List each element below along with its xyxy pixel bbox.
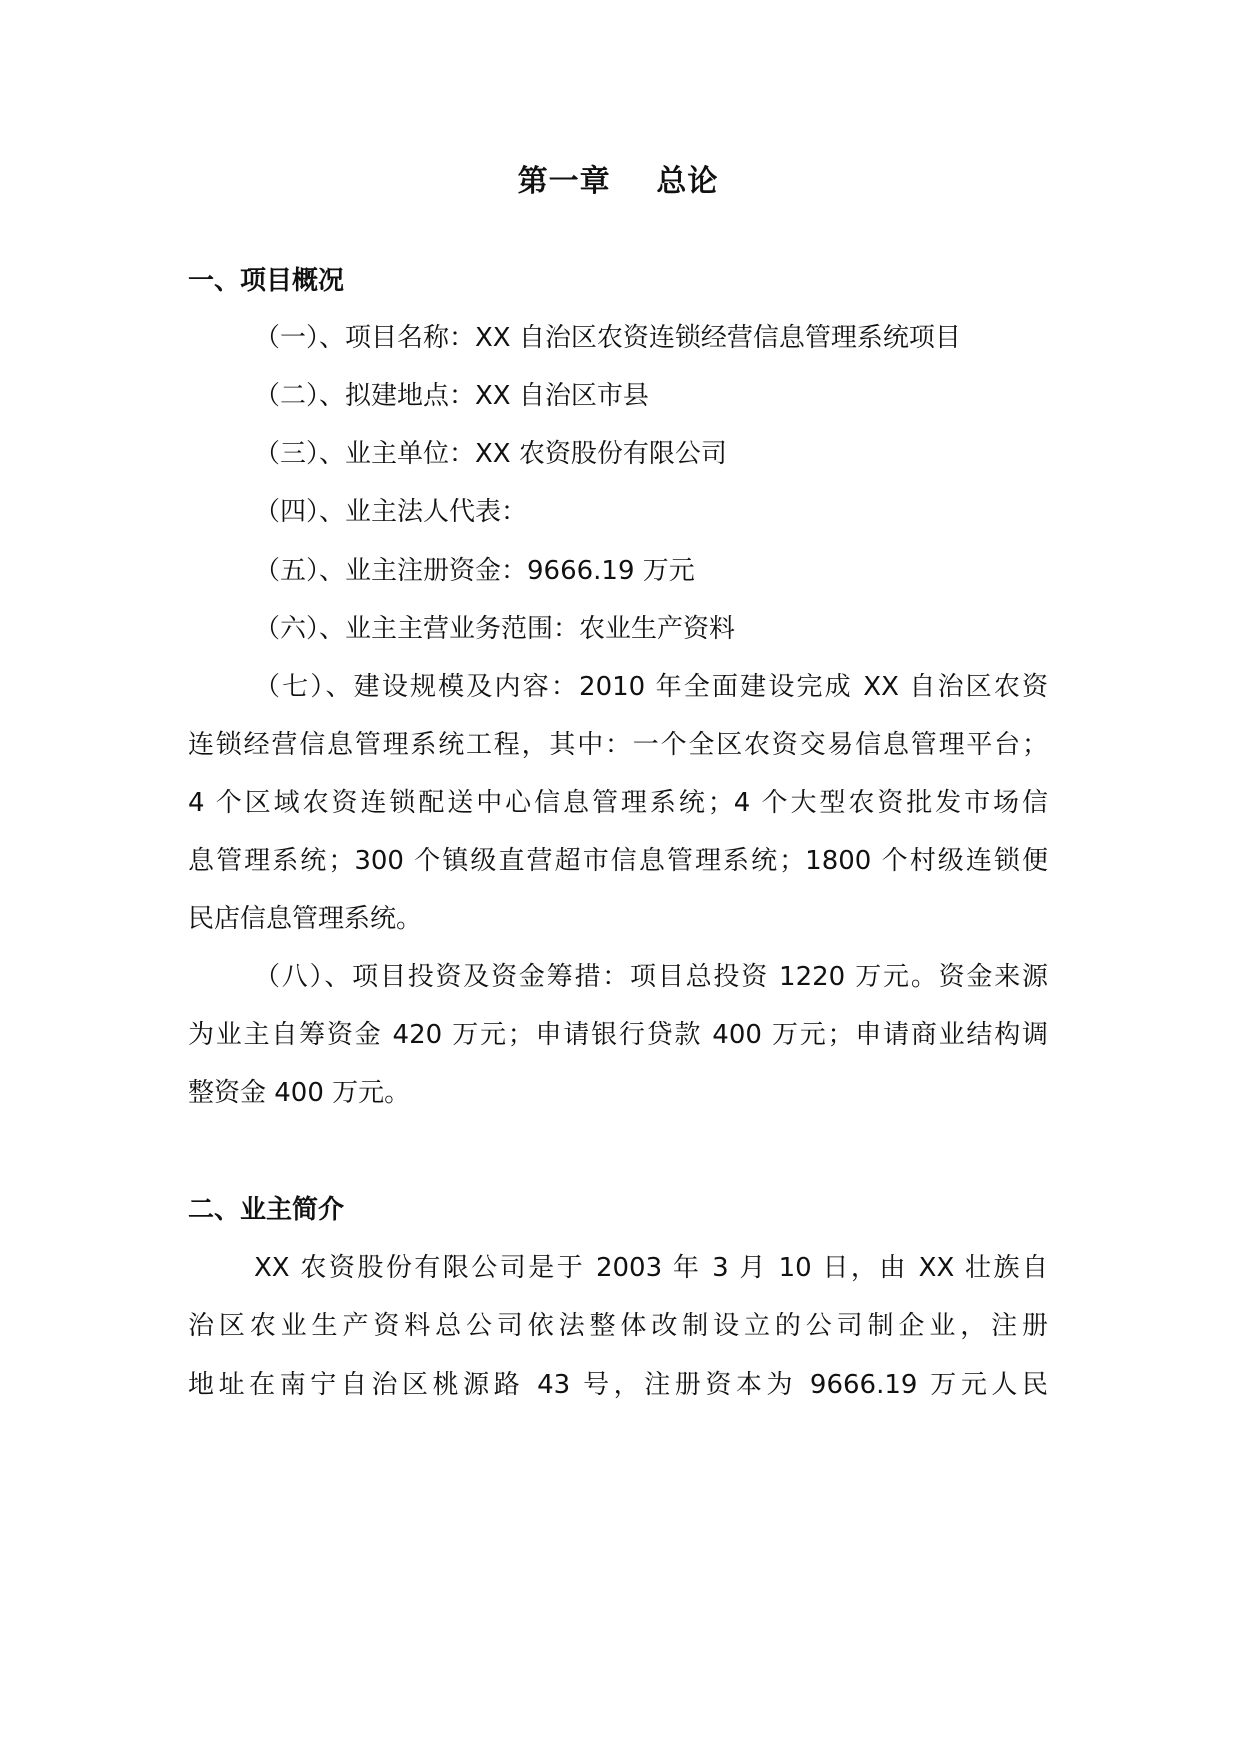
item-legal-representative: （四）、业主法人代表： [254,497,528,527]
item-location: （二）、拟建地点：XX 自治区市县 [254,381,649,411]
paragraph-line: 整资金 400 万元。 [188,1078,411,1108]
paragraph-line: （八）、项目投资及资金筹措：项目总投资 1220 万元。资金来源 [254,962,1048,992]
paragraph-line: 息管理系统；300 个镇级直营超市信息管理系统；1800 个村级连锁便 [188,846,1048,876]
paragraph-line: 民店信息管理系统。 [188,904,423,934]
paragraph-line: 为业主自筹资金 420 万元；申请银行贷款 400 万元；申请商业结构调 [188,1020,1048,1050]
paragraph-line: 治区农业生产资料总公司依法整体改制设立的公司制企业，注册 [188,1311,1048,1341]
item-business-scope: （六）、业主主营业务范围：农业生产资料 [254,614,736,644]
paragraph-line: 地址在南宁自治区桃源路 43 号，注册资本为 9666.19 万元人民 [188,1370,1048,1400]
section-heading-overview: 一、项目概况 [188,266,345,296]
item-project-name: （一）、项目名称：XX 自治区农资连锁经营信息管理系统项目 [254,323,961,353]
paragraph-line: XX 农资股份有限公司是于 2003 年 3 月 10 日，由 XX 壮族自 [254,1253,1048,1283]
section-heading-owner-intro: 二、业主简介 [188,1195,345,1225]
paragraph-line: （七）、建设规模及内容：2010 年全面建设完成 XX 自治区农资 [254,672,1048,702]
paragraph-line: 连锁经营信息管理系统工程，其中：一个全区农资交易信息管理平台； [188,730,1048,760]
paragraph-line: 4 个区域农资连锁配送中心信息管理系统；4 个大型农资批发市场信 [188,788,1048,818]
item-owner-unit: （三）、业主单位：XX 农资股份有限公司 [254,439,727,469]
item-registered-capital: （五）、业主注册资金：9666.19 万元 [254,556,695,586]
chapter-title: 第一章 总论 [517,164,719,199]
